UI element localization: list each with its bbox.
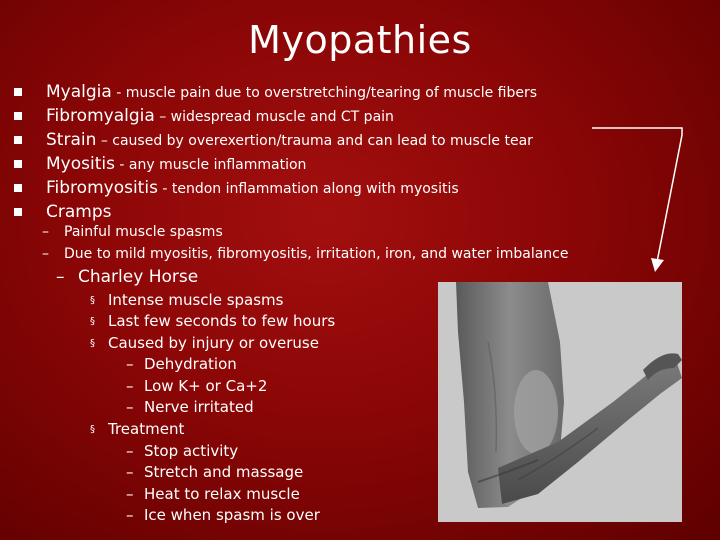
section-marker-icon: § [90,338,95,349]
dash-marker: – [126,485,134,503]
charley-point: § Caused by injury or overuse [90,334,319,352]
charley-horse-label: Charley Horse [78,267,199,287]
dash-marker: – [56,267,65,287]
cause-item: – Nerve irritated [126,398,254,416]
bullet-desc: – caused by overexertion/trauma and can lead to muscle tear [96,133,533,149]
treatment-item: – Stop activity [126,442,239,460]
bullet-term: Cramps [46,202,112,222]
bullet-desc: - any muscle inflammation [114,157,307,173]
dash-marker: – [126,463,134,481]
dash-marker: – [126,398,134,416]
sub-item-text: Painful muscle spasms [64,224,223,240]
dash-marker: – [126,377,134,395]
dash-marker: – [126,355,134,373]
treatment-item: – Heat to relax muscle [126,485,300,503]
treatment-item: – Stretch and massage [126,463,304,481]
section-marker-icon: § [90,316,95,327]
sub-item-text: Due to mild myositis, fibromyositis, irritation, iron, and water imbalance [64,246,569,262]
section-marker-icon: § [90,424,95,435]
bullet-term: Strain [46,130,97,150]
dash-marker: – [126,442,134,460]
bullet-term: Fibromyositis [46,178,158,198]
slide-title: Myopathies [248,18,472,62]
dash-marker: – [126,506,134,524]
treatment-heading: § Treatment [90,420,185,438]
bullet-term: Myositis [46,154,115,174]
cause-item: – Low K+ or Ca+2 [126,377,268,395]
cause-item: – Dehydration [126,355,237,373]
bullet-desc: – widespread muscle and CT pain [154,109,394,125]
bullet-term: Myalgia [46,82,112,102]
dash-marker: – [42,246,49,262]
treatment-item: – Ice when spasm is over [126,506,320,524]
charley-point: § Last few seconds to few hours [90,312,336,330]
dash-marker: – [42,224,49,240]
section-marker-icon: § [90,295,95,306]
bullet-desc: - tendon inflammation along with myositis [157,181,459,197]
charley-point: § Intense muscle spasms [90,291,284,309]
bullet-term: Fibromyalgia [46,106,155,126]
bullet-desc: - muscle pain due to overstretching/tearing of muscle fibers [111,85,538,101]
